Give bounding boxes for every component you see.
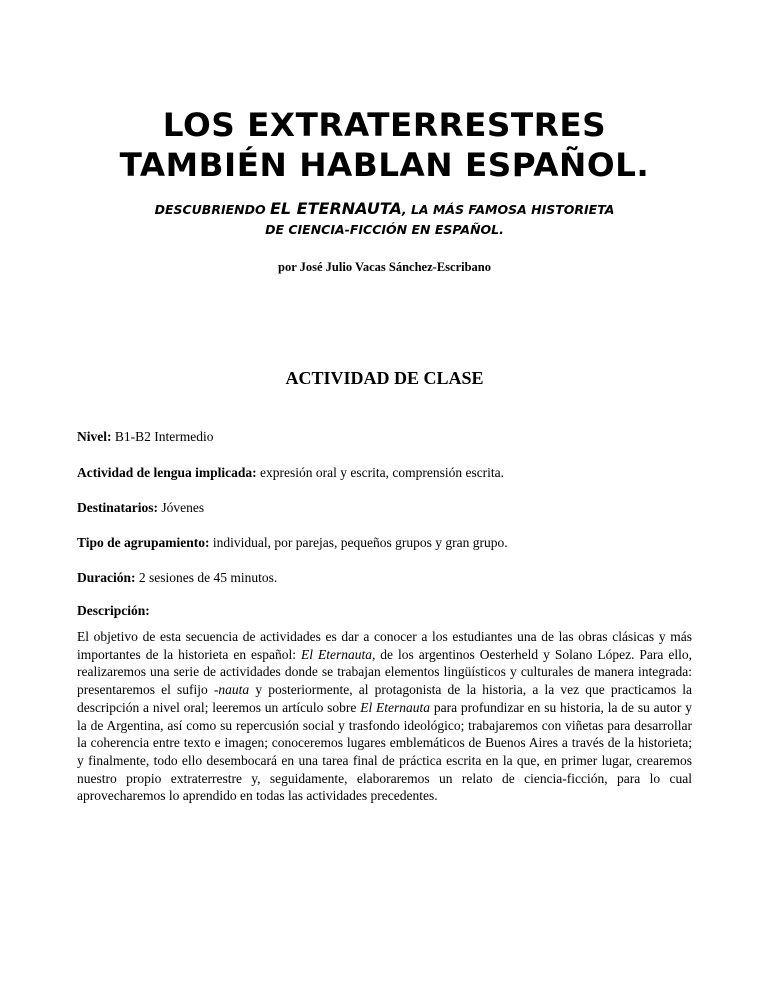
subtitle-line-2: DE CIENCIA-FICCIÓN EN ESPAÑOL.	[265, 222, 504, 237]
description-paragraph	[77, 628, 692, 805]
field-nivel-value: B1-B2 Intermedio	[111, 429, 214, 444]
description-italic-1: El Eternauta,	[301, 646, 376, 662]
field-duracion-value: 2 sesiones de 45 minutos.	[135, 570, 278, 585]
subtitle-part-1: DESCUBRIENDO	[154, 202, 270, 217]
field-actividad	[77, 465, 692, 481]
subtitle-line-1	[77, 199, 692, 220]
document-subtitle	[77, 199, 692, 240]
field-actividad-value: expresión oral y escrita, comprensión escrita.	[256, 465, 505, 480]
description-italic-2: -nauta	[213, 682, 250, 698]
field-nivel	[77, 429, 692, 445]
description-text-2: de los argentinos Oesterheld y Solano López. Para ello, realizaremos una serie de actividades donde se trabajan elementos lingüísticos y culturales de manera integrada: presentaremos el sufijo	[77, 646, 692, 698]
subtitle-part-3: , LA MÁS FAMOSA HISTORIETA	[401, 202, 615, 217]
subtitle-work-title: EL ETERNAUTA	[269, 199, 402, 218]
field-descripcion	[77, 603, 692, 619]
field-destinatarios-label: Destinatarios:	[77, 500, 158, 515]
field-destinatarios	[77, 500, 692, 516]
field-duracion-label: Duración:	[77, 570, 136, 585]
field-agrupamiento	[77, 535, 692, 551]
title-line-1: LOS EXTRATERRESTRES	[162, 106, 607, 144]
field-agrupamiento-value: individual, por parejas, pequeños grupos y gran grupo.	[209, 535, 508, 550]
field-destinatarios-value: Jóvenes	[158, 500, 205, 515]
author-byline: por José Julio Vacas Sánchez-Escribano	[278, 260, 491, 274]
description-text-3: y posteriormente, al protagonista de la historia, a la vez que practicamos la descripción a nivel oral; leeremos un artículo sobre	[77, 682, 692, 715]
field-agrupamiento-label: Tipo de agrupamiento:	[77, 535, 210, 550]
field-nivel-label: Nivel:	[77, 429, 112, 444]
section-title: ACTIVIDAD DE CLASE	[285, 368, 484, 388]
description-italic-3: El Eternauta	[360, 699, 431, 715]
field-descripcion-label: Descripción:	[77, 603, 150, 618]
field-duracion	[77, 570, 692, 586]
field-actividad-label: Actividad de lengua implicada:	[77, 465, 257, 480]
document-title	[71, 105, 698, 185]
description-text-4: para profundizar en su historia, la de su autor y la de Argentina, así como su repercusión social y trasfondo ideológico; trabajaremos con viñetas para desarrollar la coherencia entre texto e imagen; conoceremos lugares emblemáticos de Buenos Aires a través de la historieta; y finalmente, todo ello desembocará en una tarea final de práctica escrita en la que, en primer lugar, crearemos nuestro propio extraterrestre y, seguidamente, elaboraremos un relato de ciencia-ficción, para lo cual aprovecharemos lo aprendido en todas las actividades precedentes.	[77, 699, 692, 804]
title-line-2: TAMBIÉN HABLAN ESPAÑOL.	[119, 146, 650, 184]
description-text-1: El objetivo de esta secuencia de actividades es dar a conocer a los estudiantes una de las obras clásicas y más importantes de la historieta en español:	[77, 629, 692, 662]
